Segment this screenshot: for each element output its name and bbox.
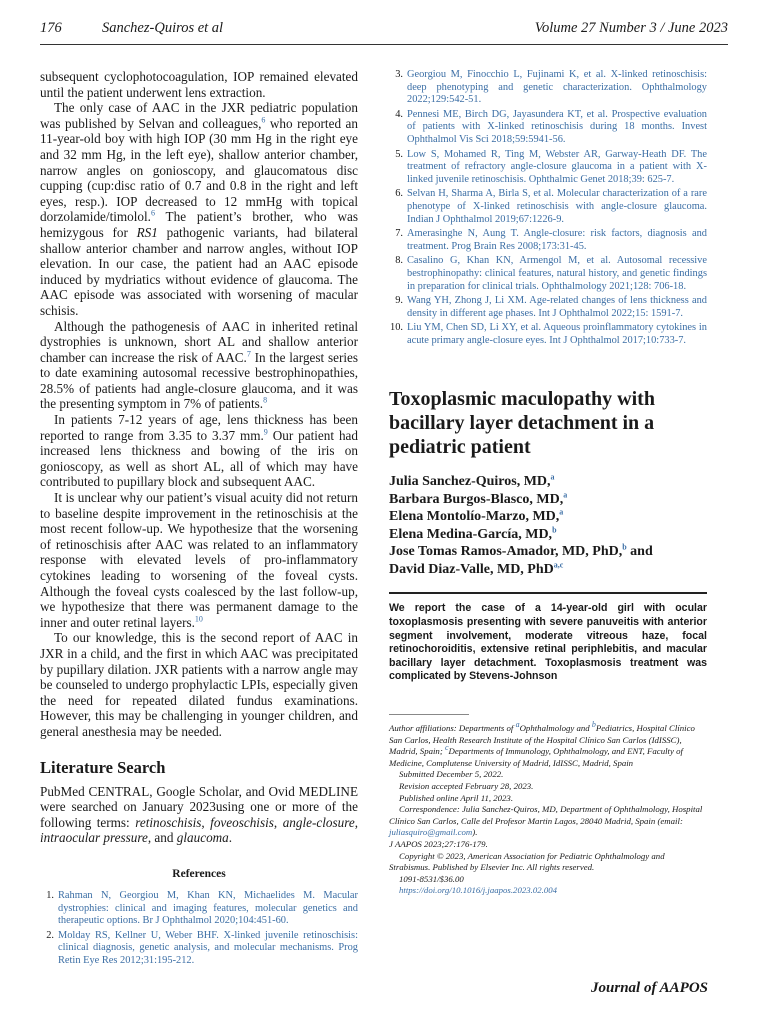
- reference-item[interactable]: [389, 188, 707, 226]
- reference-number: 2.: [46, 929, 54, 941]
- author: [389, 561, 707, 579]
- author-name: Jose Tomas Ramos-Amador, MD, PhD,: [389, 544, 623, 560]
- text: who reported an 11-year-old boy with high IOP (30 mm Hg in the right eye and 32 mm Hg, in the left eye), shallow anterior chamber, narrow angles on gonioscopy, and glaucomatous disc cupping (cup:disc ratio of 0.7 and 0.8 in the right and left eyes, resp.). IOP decreased to 12 mmHg with topical dorzolamide/timolol.: [40, 115, 358, 225]
- search-term: angle-closure: [282, 814, 355, 830]
- right-column: [389, 69, 707, 897]
- reference-link[interactable]: Rahman N, Georgiou M, Khan KN, Michaelides M. Macular dystrophies: clinical and imaging features, molecular genetics and therapeutic options. Br J Ophthalmol 2020;104:451-60.: [58, 889, 358, 927]
- reference-item[interactable]: [389, 228, 707, 253]
- affiliation-mark[interactable]: a: [559, 507, 564, 517]
- reference-number: 6.: [395, 188, 403, 200]
- body-paragraph-3: [40, 319, 358, 413]
- author-name: Elena Medina-García, MD,: [389, 526, 553, 542]
- text: Although the pathogenesis of AAC in inherited retinal dystrophies is unknown, short AL and shallow anterior chamber can increase the risk of AAC.: [40, 318, 358, 365]
- text: Departments of Immunology, Ophthalmology, and ENT, Faculty of Medicine, Complutense University of Madrid, IdISSC, Madrid, Spain: [389, 746, 683, 768]
- doi-link[interactable]: [389, 885, 707, 897]
- submitted-date: Submitted December 5, 2022.: [399, 769, 504, 780]
- author: [389, 508, 707, 526]
- text: pathogenic variants, had bilateral shallow anterior chamber and narrow angles, without IOP elevation. In our case, the patient had an AAC episode induced by mydriatics without evidence of glaucoma. The AAC episode was associated with worsening of macular schisis.: [40, 224, 358, 318]
- author-name: David Diaz-Valle, MD, PhD: [389, 561, 554, 577]
- email-link[interactable]: juliasquiro@gmail.com: [389, 827, 473, 838]
- text: Pediatrics, Hospital Clínico San Carlos, Health Research Institute of the Hospital Clínico San Carlos (IdISSC), Madrid, Spain;: [389, 723, 695, 757]
- affiliation-mark: c: [444, 743, 449, 753]
- body-paragraph-2: [40, 100, 358, 318]
- reference-number: 1.: [46, 889, 54, 901]
- text: In the largest series to date examining autosomal recessive bestrophinopathies, 28.5% of patients had angle-closure glaucoma, and it was the presenting symptom in 7% of patients.: [40, 349, 358, 412]
- running-header: [40, 20, 728, 40]
- affiliation-mark[interactable]: b: [622, 542, 627, 552]
- citation-link[interactable]: 9: [263, 427, 268, 437]
- search-term: foveoschisis: [210, 814, 274, 830]
- revision-date: Revision accepted February 28, 2023.: [399, 781, 534, 791]
- reference-item[interactable]: [389, 322, 707, 347]
- body-paragraph-6: [40, 630, 358, 739]
- page-number: 176: [40, 20, 62, 36]
- author-name: Julia Sanchez-Quiros, MD,: [389, 474, 551, 490]
- text: ,: [201, 814, 211, 830]
- reference-link[interactable]: Wang YH, Zhong J, Li XM. Age-related changes of lens thickness and density in different age phases. Int J Ophthalmol 2022;15: 1591-7.: [407, 295, 707, 319]
- affiliation-mark[interactable]: b: [552, 525, 557, 535]
- footnote-rule: [389, 714, 469, 715]
- reference-item[interactable]: [389, 109, 707, 147]
- reference-link[interactable]: Georgiou M, Finocchio L, Fujinami K, et al. X-linked retinoschisis: deep phenotyping and genetic characterization. Ophthalmology 2022;129:542-51.: [407, 69, 707, 106]
- author: [389, 491, 707, 509]
- issn: 1091-8531/$36.00: [399, 873, 464, 884]
- reference-link[interactable]: Low S, Mohamed R, Ting M, Webster AR, Garway-Heath DF. The treatment of refractory angle-closure glaucoma in a patient with X-linked juvenile retinoschisis. Ophthalmic Genet 2018;39: 625-7.: [407, 148, 707, 185]
- citation-link[interactable]: 6: [150, 208, 155, 218]
- text: It is unclear why our patient’s visual acuity did not return to baseline despite improvement in the retinoschisis at the most recent follow-up. We hypothesize that the worsening of retinoschisis after AAC was related to an inflammatory response with elevated levels of pro-inflammatory cytokines leading to worsening of the foveal cysts. Although the foveal cysts coalesced by the last follow-up, we hypothesize that there was permanent damage to the inner and outer retinal layers.: [40, 490, 358, 630]
- article-footnotes: [389, 720, 707, 897]
- affiliation-mark: a: [515, 720, 520, 730]
- running-authors: Sanchez-Quiros et al: [102, 20, 224, 36]
- text: subsequent cyclophotocoagulation, IOP remained elevated until the patient underwent lens extraction.: [40, 69, 358, 100]
- reference-link[interactable]: Casalino G, Khan KN, Armengol M, et al. Autosomal recessive bestrophinopathy: clinical features, natural history, and genetic findings in preparation for clinical trials. Ophthalmology 2021;128: 706-18.: [407, 255, 707, 292]
- reference-item[interactable]: [389, 295, 707, 320]
- author-conjunction: and: [626, 544, 653, 560]
- header-rule: [40, 44, 728, 45]
- reference-item[interactable]: [389, 149, 707, 187]
- affiliations-note: [389, 720, 707, 769]
- search-term: intraocular pressure: [40, 830, 148, 846]
- author: [389, 526, 707, 544]
- reference-list: [389, 69, 707, 347]
- text: PubMed CENTRAL, Google Scholar, and Ovid MEDLINE were searched on January 2023using one or more of the following terms:: [40, 783, 358, 830]
- search-term: glaucoma: [176, 830, 229, 846]
- journal-citation: J AAPOS 2023;27:176-179.: [389, 838, 488, 849]
- text: In patients 7-12 years of age, lens thickness has been reported to range from 3.35 to 3.37 mm.: [40, 412, 358, 443]
- affiliation-mark[interactable]: a: [563, 490, 568, 500]
- reference-number: 9.: [395, 295, 403, 307]
- reference-link[interactable]: Selvan H, Sharma A, Birla S, et al. Molecular characterization of a rare phenotype of X-linked retinoschisis with angle-closure glaucoma. Indian J Ophthalmol 2019;67:1226-9.: [407, 188, 707, 225]
- correspondence-note: [389, 804, 707, 839]
- article-title: Toxoplasmic maculopathy with bacillary layer detachment in a pediatric patient: [389, 388, 655, 459]
- body-paragraph-1: [40, 69, 358, 100]
- reference-number: 5.: [395, 148, 403, 160]
- journal-name: Journal of AAPOS: [591, 980, 708, 996]
- reference-link[interactable]: Amerasinghe N, Aung T. Angle-closure: risk factors, diagnosis and treatment. Prog Brain Res 2008;173:31-45.: [407, 228, 707, 252]
- text: The patient’s brother, who was hemizygous for: [40, 209, 358, 240]
- text: , and: [147, 830, 177, 846]
- doi-url[interactable]: https://doi.org/10.1016/j.jaapos.2023.02.004: [399, 885, 558, 896]
- citation-link[interactable]: 6: [261, 115, 266, 125]
- author: [389, 473, 707, 491]
- citation-link[interactable]: 7: [246, 349, 251, 359]
- text: Author affiliations: Departments of: [389, 723, 516, 734]
- reference-item[interactable]: [40, 930, 358, 968]
- text: Our patient had increased lens thickness and bowing of the iris on gonioscopy, as well as short AL, all of which may have contributed to pupillary block and subsequent AAC.: [40, 427, 358, 490]
- reference-link[interactable]: Pennesi ME, Birch DG, Jayasundera KT, et al. Prospective evaluation of patients with X-linked retinoschisis during 18 months. Invest Ophthalmol Vis Sci 2018;59:5941-56.: [407, 108, 707, 145]
- text: To our knowledge, this is the second report of AAC in JXR in a child, and the first in which AAC was precipitated by pupillary dilation. JXR patients with a narrow angle may be counseled to undergo prophylactic LPIs, especially given the need for repeated dilated fundus examinations. However, this may be challenging in younger children, and general anesthesia may be needed.: [40, 630, 358, 739]
- reference-number: 10.: [390, 322, 403, 334]
- reference-number: 4.: [395, 108, 403, 120]
- abstract-rule: [389, 592, 707, 594]
- text: ).: [472, 827, 478, 838]
- search-term: retinoschisis: [135, 814, 202, 830]
- text: .: [228, 830, 233, 846]
- abstract: We report the case of a 14-year-old girl with ocular toxoplasmosis presenting with severe panuveitis with anterior segment involvement, moderate vitreous haze, focal retinochoroiditis, extensive retinal periphlebitis, and macular bacillary layer detachment. Toxoplasmosis treatment was complicated by Stevens-Johnson: [389, 602, 707, 683]
- citation-link[interactable]: 10: [194, 614, 203, 624]
- references-heading: References: [172, 867, 226, 880]
- author-name: Barbara Burgos-Blasco, MD,: [389, 491, 564, 507]
- reference-number: 7.: [395, 228, 403, 240]
- reference-link[interactable]: Liu YM, Chen SD, Li XY, et al. Aqueous proinflammatory cytokines in acute primary angle-closure eyes. Int J Ophthalmol 2017;10:733-7.: [407, 322, 707, 346]
- reference-link[interactable]: Molday RS, Kellner U, Weber BHF. X-linked juvenile retinoschisis: clinical diagnosis, genetic analysis, and molecular mechanisms. Prog Retin Eye Res 2012;31:195-212.: [58, 929, 358, 966]
- text: ,: [273, 814, 283, 830]
- reference-item[interactable]: [40, 890, 358, 928]
- body-paragraph-5: [40, 490, 358, 630]
- literature-search-heading: Literature Search: [40, 757, 166, 777]
- reference-list: [40, 890, 358, 968]
- text: The only case of AAC in the JXR pediatric population was published by Selvan and colleagues,: [40, 100, 358, 131]
- literature-search-paragraph: [40, 784, 358, 846]
- text: Correspondence: Julia Sanchez-Quiros, MD, Department of Ophthalmology, Hospital Clínico San Carlos, Calle del Profesor Martin Lagos, 28040 Madrid, Spain (email:: [389, 804, 703, 826]
- reference-item[interactable]: [389, 255, 707, 293]
- reference-number: 8.: [395, 255, 403, 267]
- body-paragraph-4: [40, 412, 358, 490]
- affiliation-mark: b: [591, 720, 596, 730]
- affiliation-mark[interactable]: a: [550, 472, 555, 482]
- copyright-note: Copyright © 2023, American Association for Pediatric Ophthalmology and Strabismus. Published by Elsevier Inc. All rights reserved.: [389, 850, 665, 873]
- author-list: [389, 473, 707, 578]
- gene-name: RS1: [136, 224, 158, 240]
- reference-number: 3.: [395, 69, 403, 80]
- author-name: Elena Montolío-Marzo, MD,: [389, 509, 560, 525]
- citation-link[interactable]: 8: [263, 396, 268, 406]
- author: [389, 543, 707, 561]
- affiliation-mark[interactable]: a,c: [553, 560, 564, 570]
- reference-item[interactable]: [389, 69, 707, 107]
- text: Ophthalmology and: [519, 723, 592, 734]
- volume-info: Volume 27 Number 3 / June 2023: [534, 20, 728, 36]
- left-column: [40, 69, 358, 969]
- text: ,: [354, 814, 359, 830]
- published-date: Published online April 11, 2023.: [399, 792, 514, 803]
